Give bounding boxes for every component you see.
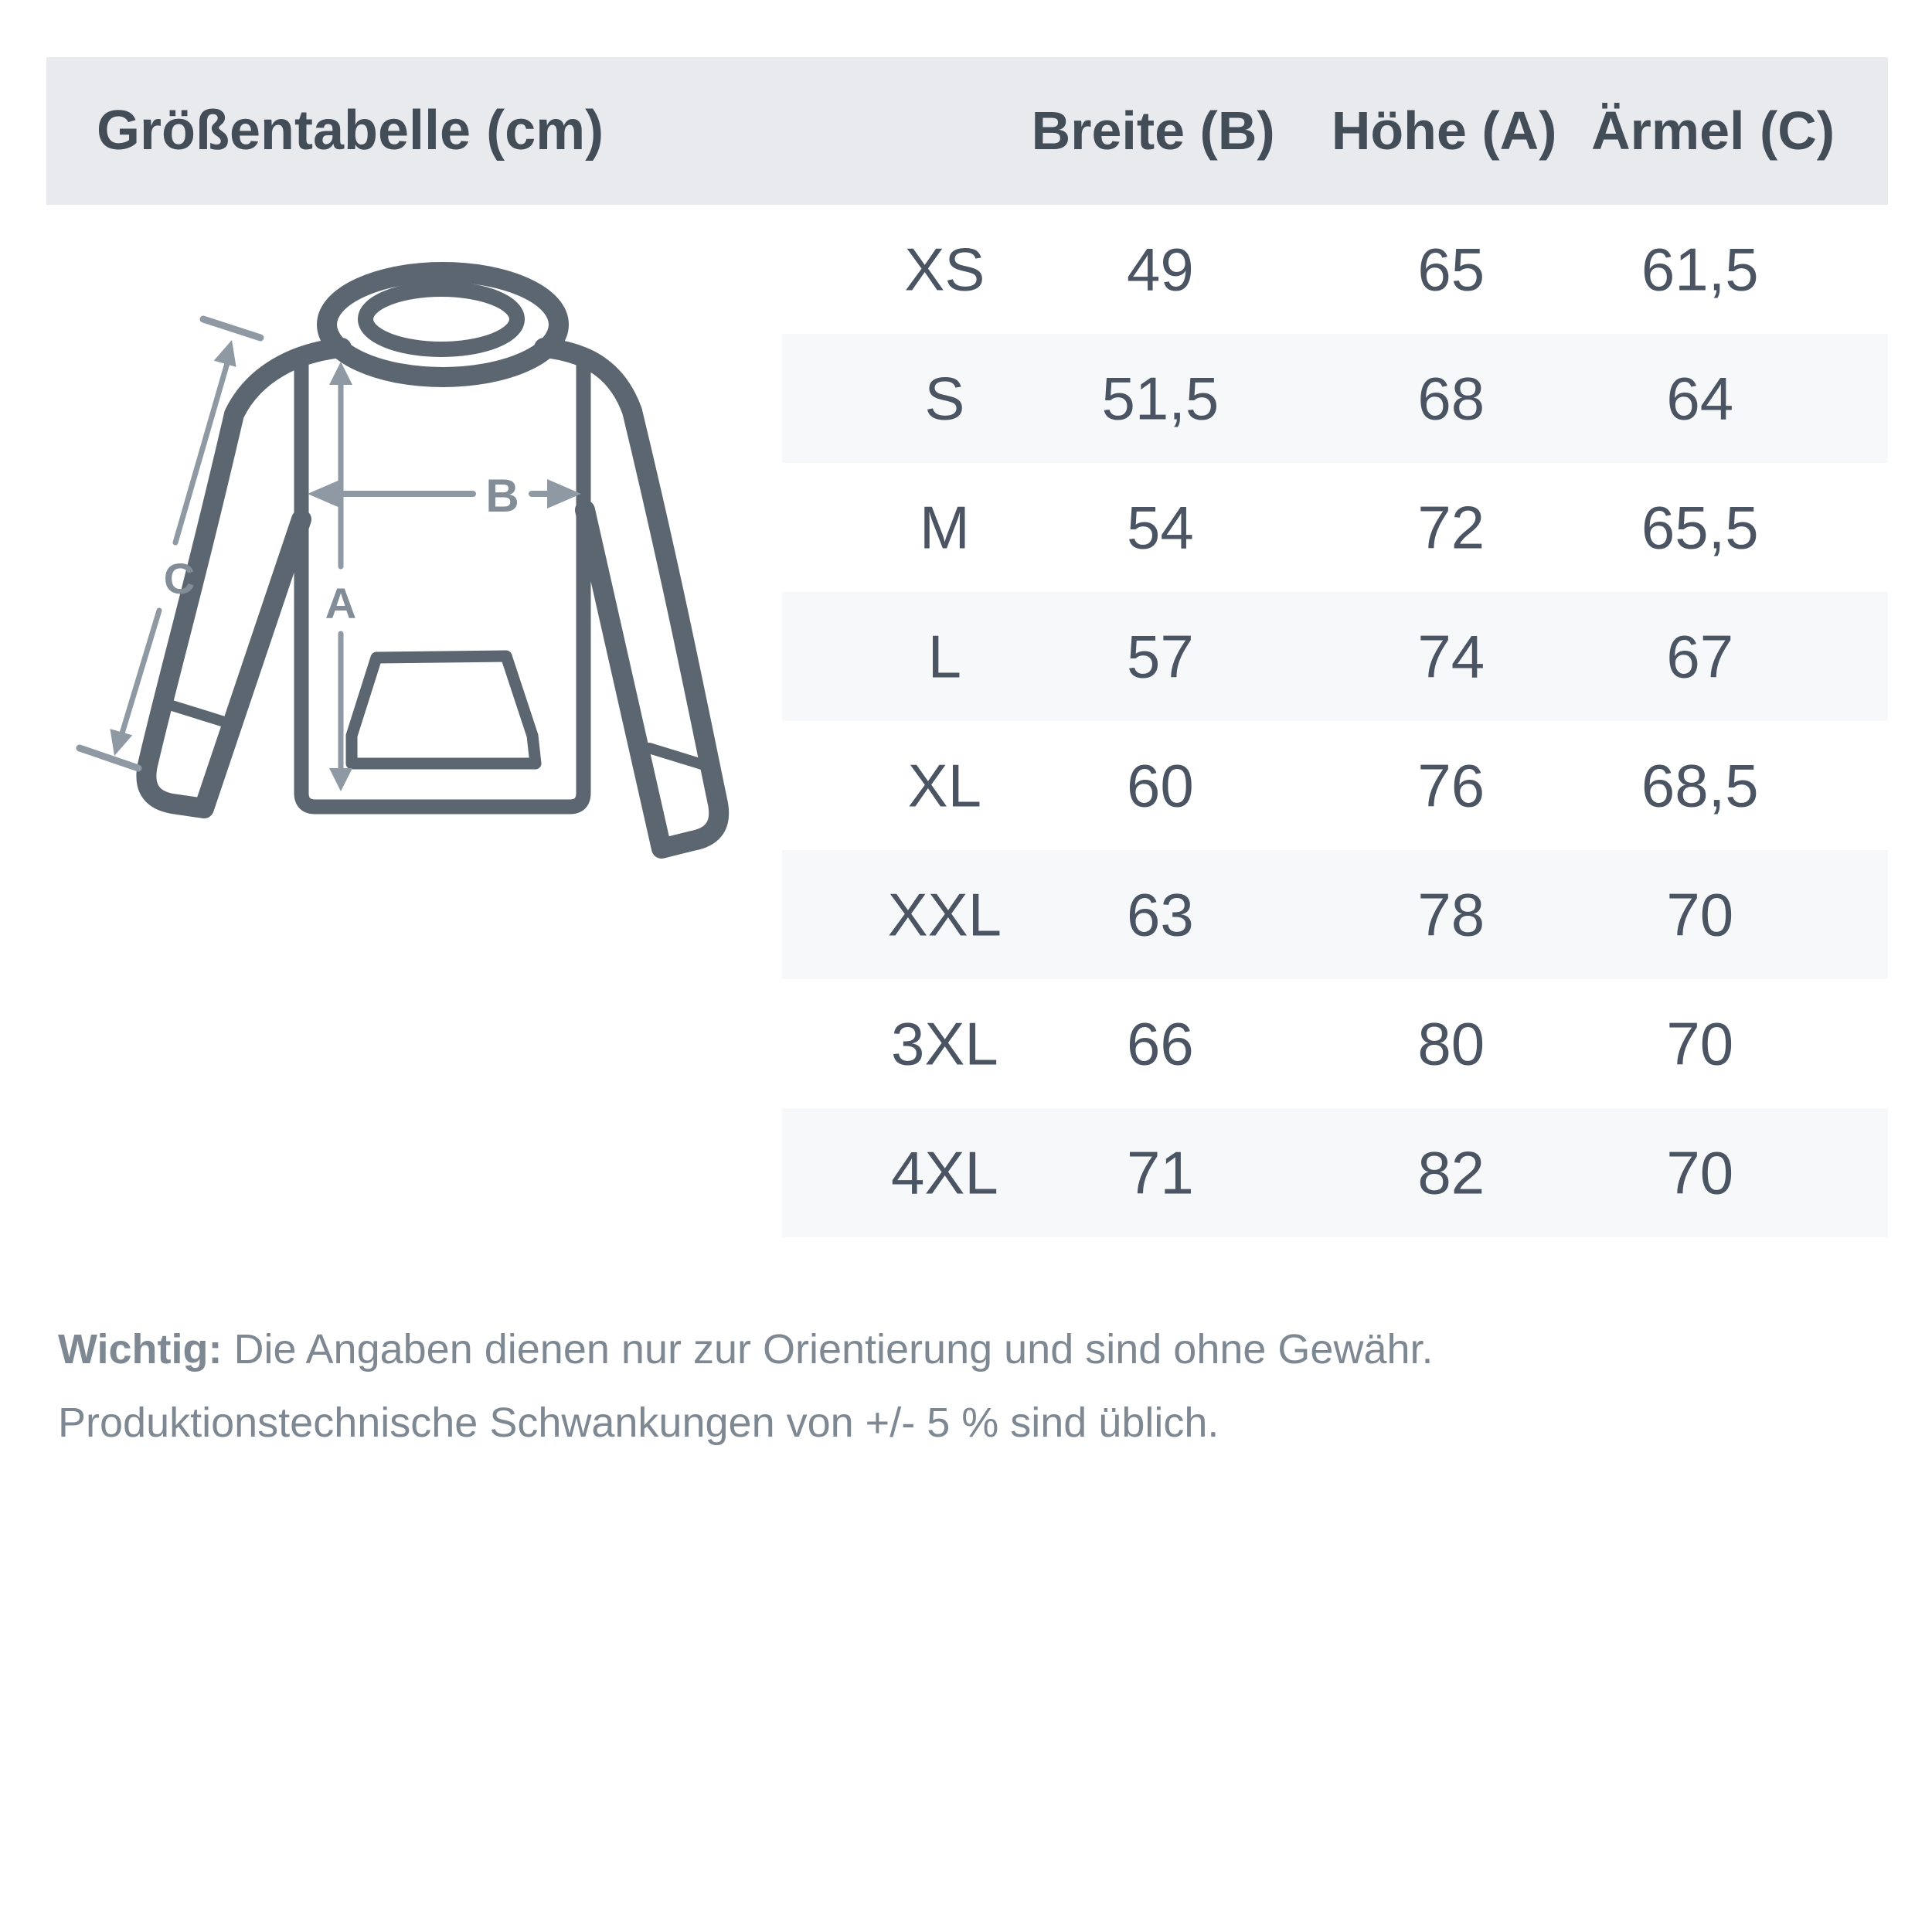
measure-c-tick-bottom	[80, 748, 138, 768]
hoehe-value: 78	[1417, 880, 1485, 948]
measure-label-c: C	[163, 554, 196, 603]
breite-value: 63	[1127, 880, 1194, 948]
measure-label-a: A	[325, 579, 357, 628]
breite-value: 51,5	[1101, 364, 1219, 432]
breite-value: 57	[1127, 622, 1194, 690]
breite-value: 66	[1127, 1009, 1194, 1077]
hoodie-measurement-diagram	[31, 216, 804, 912]
hoodie-right-sleeve	[544, 348, 719, 849]
column-header-aermel: Ärmel (C)	[1591, 100, 1835, 161]
measure-c-arrowhead-up	[214, 337, 243, 367]
measure-b-arrowhead-left	[308, 479, 342, 509]
breite-value: 71	[1127, 1138, 1194, 1206]
disclaimer-line2: Produktionstechnische Schwankungen von +/- 5 % sind üblich.	[58, 1400, 1219, 1446]
aermel-value: 70	[1666, 1138, 1734, 1206]
aermel-value: 61,5	[1641, 235, 1759, 303]
size-label: L	[927, 622, 962, 690]
hoehe-value: 68	[1417, 364, 1485, 432]
table-row-xxl	[782, 850, 1888, 979]
column-header-hoehe: Höhe (A)	[1331, 100, 1557, 161]
hoodie-hood-inner	[366, 289, 517, 349]
aermel-value: 65,5	[1641, 493, 1759, 561]
disclaimer-line1: Die Angaben dienen nur zur Orientierung und sind ohne Gewähr.	[233, 1326, 1434, 1372]
aermel-value: 64	[1666, 364, 1734, 432]
size-chart-header	[46, 57, 1888, 205]
hoehe-value: 74	[1417, 622, 1485, 690]
table-row-4xl	[782, 1108, 1888, 1237]
hoehe-value: 65	[1417, 235, 1485, 303]
table-row-xl	[782, 721, 1888, 850]
hoodie-diagram-svg	[31, 216, 804, 912]
hoodie-left-cuff-seam	[165, 703, 234, 725]
page-title: Größentabelle (cm)	[97, 100, 604, 162]
aermel-value: 68,5	[1641, 751, 1759, 819]
disclaimer-label: Wichtig:	[58, 1326, 223, 1372]
size-label: XL	[907, 751, 982, 819]
hoehe-value: 76	[1417, 751, 1485, 819]
breite-value: 54	[1127, 493, 1194, 561]
hoehe-value: 72	[1417, 493, 1485, 561]
size-label: XS	[904, 235, 985, 303]
measure-c-tick-top	[203, 319, 260, 338]
size-label: M	[919, 493, 970, 561]
measure-a-arrowhead-down	[329, 768, 352, 791]
table-row-m	[782, 463, 1888, 592]
aermel-value: 70	[1666, 880, 1734, 948]
table-row-3xl	[782, 979, 1888, 1108]
size-label: 4XL	[890, 1138, 998, 1206]
disclaimer-note	[58, 1313, 1804, 1460]
size-label: S	[924, 364, 965, 432]
table-row-s	[782, 334, 1888, 463]
table-row-xs	[782, 205, 1888, 334]
hoodie-pocket	[352, 656, 536, 764]
aermel-value: 67	[1666, 622, 1734, 690]
measure-b-arrowhead-right	[547, 479, 581, 509]
column-header-breite: Breite (B)	[1031, 100, 1275, 161]
hoehe-value: 80	[1417, 1009, 1485, 1077]
size-table	[782, 205, 1888, 1237]
size-label: XXL	[887, 880, 1002, 948]
breite-value: 60	[1127, 751, 1194, 819]
size-label: 3XL	[890, 1009, 998, 1077]
hoehe-value: 82	[1417, 1138, 1485, 1206]
table-row-l	[782, 592, 1888, 721]
aermel-value: 70	[1666, 1009, 1734, 1077]
measure-label-b: B	[485, 470, 519, 522]
breite-value: 49	[1127, 235, 1194, 303]
